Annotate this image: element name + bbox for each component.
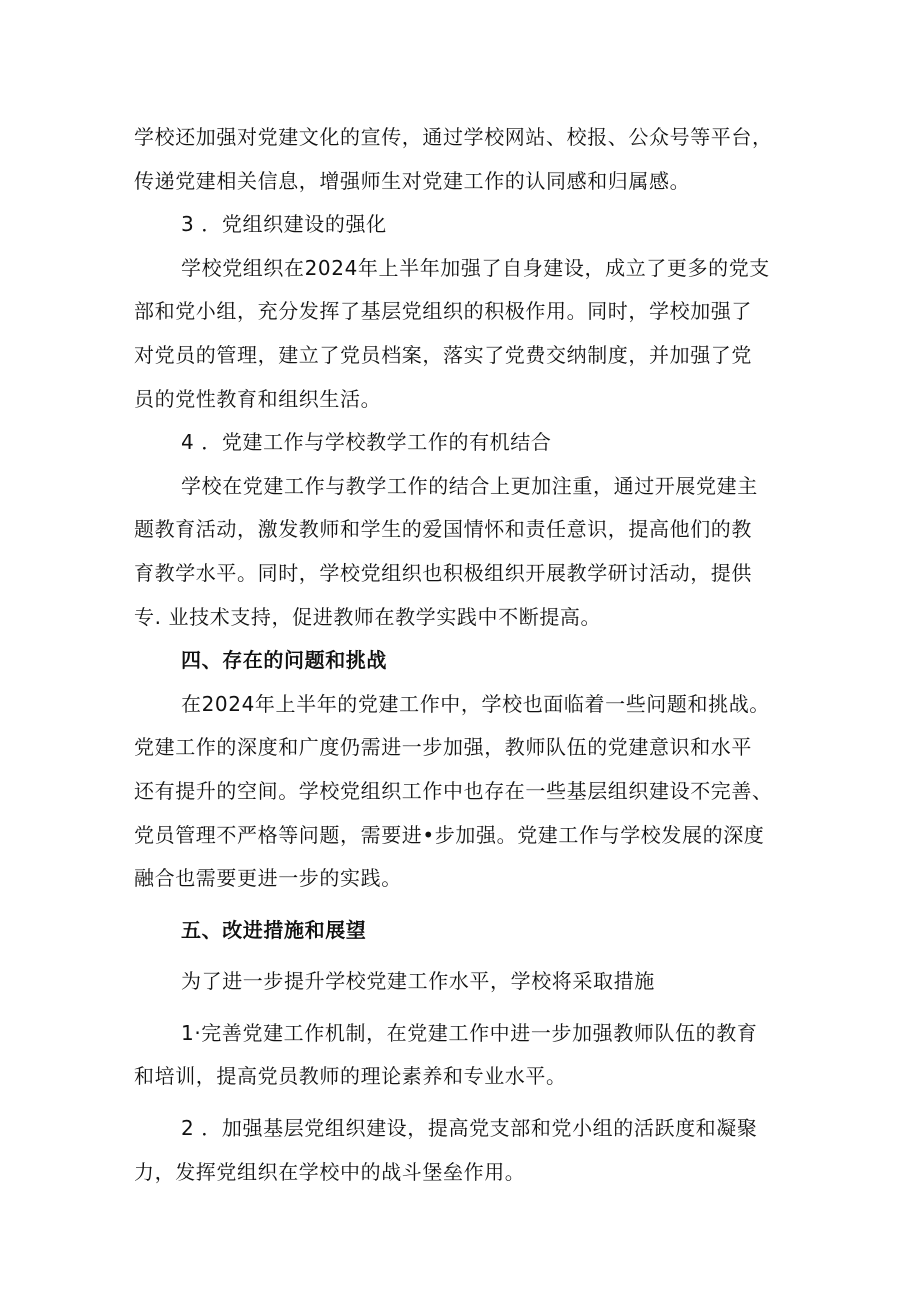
paragraph-line: 为了进一步提升学校党建工作水平，学校将采取措施 <box>181 969 655 994</box>
list-item-1: 1·完善党建工作机制，在党建工作中进一步加强教师队伍的教育 <box>181 1020 758 1045</box>
subheading-4: 4 ．党建工作与学校教学工作的有机结合 <box>181 430 552 455</box>
paragraph-line: 和培训，提高党员教师的理论素养和专业水平。 <box>134 1064 567 1089</box>
subheading-3: 3 ．党组织建设的强化 <box>181 212 387 237</box>
section-heading-5: 五、改进措施和展望 <box>181 917 367 942</box>
paragraph-line: 员的党性教育和组织生活。 <box>134 386 382 411</box>
paragraph-line: 学校还加强对党建文化的宣传，通过学校网站、校报、公众号等平台， <box>134 125 773 149</box>
paragraph-line: 党员管理不严格等问题，需要进•步加强。党建工作与学校发展的深度 <box>134 822 765 847</box>
paragraph-line: 在2024年上半年的党建工作中，学校也面临着一些问题和挑战。 <box>181 691 770 716</box>
paragraph-line: 还有提升的空间。学校党组织工作中也存在一些基层组织建设不完善、 <box>134 778 773 803</box>
paragraph-line: 对党员的管理，建立了党员档案，落实了党费交纳制度，并加强了党 <box>134 342 752 367</box>
paragraph-line: 专. 业技术支持，促进教师在教学实践中不断提高。 <box>134 604 602 629</box>
paragraph-line: 力，发挥党组织在学校中的战斗堡垒作用。 <box>134 1159 526 1184</box>
paragraph-line: 育教学水平。同时，学校党组织也积极组织开展教学研讨活动，提供 <box>134 560 752 585</box>
paragraph-line: 学校党组织在2024年上半年加强了自身建设，成立了更多的党支 <box>181 255 770 280</box>
document-body <box>134 116 794 1194</box>
paragraph-line: 党建工作的深度和广度仍需进一步加强，教师队伍的党建意识和水平 <box>134 735 752 760</box>
paragraph-line: 题教育活动，激发教师和学生的爱国情怀和责任意识，提高他们的教 <box>134 517 752 542</box>
paragraph-line: 融合也需要更进一步的实践。 <box>134 866 402 891</box>
section-heading-4: 四、存在的问题和挑战 <box>181 648 387 673</box>
paragraph-line: 部和党小组，充分发挥了基层党组织的积极作用。同时，学校加强了 <box>134 299 752 324</box>
list-item-2: 2 ．加强基层党组织建设，提高党支部和党小组的活跃度和凝聚 <box>181 1116 758 1141</box>
paragraph-line: 传递党建相关信息，增强师生对党建工作的认同感和归属感。 <box>134 168 691 193</box>
paragraph-line: 学校在党建工作与教学工作的结合上更加注重，通过开展党建主 <box>181 473 758 498</box>
